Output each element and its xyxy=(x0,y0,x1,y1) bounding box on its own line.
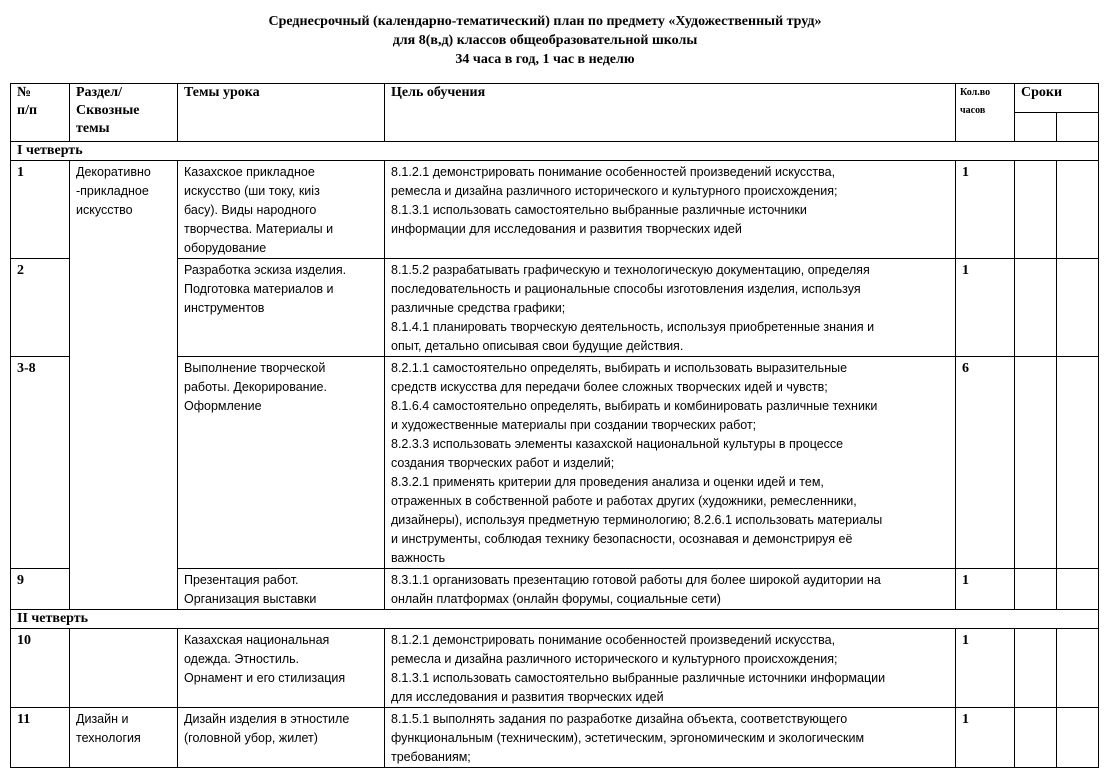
deadline-cell xyxy=(1057,161,1099,259)
quarter-row xyxy=(11,610,1099,629)
table-row xyxy=(11,629,1099,708)
heading-subtitle: для 8(в,д) классов общеобразовательной школы xyxy=(392,33,698,48)
header-goal: Цель обучения xyxy=(385,84,956,142)
header-section: Раздел/ Сквозные темы xyxy=(70,84,178,142)
deadline-cell xyxy=(1057,259,1099,357)
topic-cell: Презентация работ. Организация выставки xyxy=(178,569,385,610)
deadline-subcell xyxy=(1015,113,1057,142)
goal-cell: 8.1.2.1 демонстрировать понимание особенностей произведений искусства, ремесла и дизайна различного исторического и культурного происхождения; 8.1.3.1 использовать самостоятельно выбранные различные источники информации для исследования и развития творческих идей xyxy=(385,161,956,259)
row-number: 1 xyxy=(11,161,70,259)
topic-cell: Дизайн изделия в этностиле (головной убор, жилет) xyxy=(178,708,385,768)
topic-cell: Казахская национальная одежда. Этностиль. Орнамент и его стилизация xyxy=(178,629,385,708)
topic-cell: Разработка эскиза изделия. Подготовка материалов и инструментов xyxy=(178,259,385,357)
hours-cell: 1 xyxy=(956,629,1015,708)
hours-cell: 1 xyxy=(956,161,1015,259)
deadline-cell xyxy=(1057,569,1099,610)
goal-cell: 8.1.5.2 разрабатывать графическую и технологическую документацию, определяя последовательность и рациональные способы изготовления изделия, используя различные средства графики; 8.1.4.1 планировать творческую деятельность, используя приобретенные знания и опыт, детально описывая свои будущие действия. xyxy=(385,259,956,357)
row-number: 2 xyxy=(11,259,70,357)
row-number: 11 xyxy=(11,708,70,768)
section-cell xyxy=(70,629,178,708)
quarter-label: I четверть xyxy=(11,142,1099,161)
heading-hours: 34 часа в год, 1 час в неделю xyxy=(455,52,635,67)
deadline-cell xyxy=(1015,161,1057,259)
header-topics: Темы урока xyxy=(178,84,385,142)
goal-cell: 8.2.1.1 самостоятельно определять, выбирать и использовать выразительные средств искусства для передачи более сложных творческих идей и чувств; 8.1.6.4 самостоятельно определять, выбирать и комбинировать различные техники и художественные материалы при создании творческих работ; 8.2.3.3 использовать элементы казахской национальной культуры в процессе создания творческих работ и изделий; 8.3.2.1 применять критерии для проведения анализа и оценки идей и тем, отраженных в собственной работе и работах других (художники, ремесленники, дизайнеры), используя предметную терминологию; 8.2.6.1 использовать материалы и инструменты, соблюдая технику безопасности, осознавая и демонстрируя её важность xyxy=(385,357,956,569)
plan-table xyxy=(10,83,1099,768)
quarter-label: II четверть xyxy=(11,610,1099,629)
hours-cell: 1 xyxy=(956,259,1015,357)
table-row xyxy=(11,708,1099,768)
deadline-cell xyxy=(1015,708,1057,768)
document-heading xyxy=(0,12,1090,69)
deadline-subcell xyxy=(1057,113,1099,142)
deadline-cell xyxy=(1015,569,1057,610)
quarter-row xyxy=(11,142,1099,161)
header-hours: Кол.во часов xyxy=(956,84,1015,142)
table-header-row xyxy=(11,84,1099,113)
row-number: 3-8 xyxy=(11,357,70,569)
goal-cell: 8.3.1.1 организовать презентацию готовой работы для более широкой аудитории на онлайн платформах (онлайн форумы, социальные сети) xyxy=(385,569,956,610)
section-cell: Дизайн и технология xyxy=(70,708,178,768)
heading-title: Среднесрочный (календарно-тематический) план по предмету «Художественный труд» xyxy=(268,14,822,29)
deadline-cell xyxy=(1057,629,1099,708)
hours-cell: 1 xyxy=(956,569,1015,610)
deadline-cell xyxy=(1057,708,1099,768)
goal-cell: 8.1.5.1 выполнять задания по разработке дизайна объекта, соответствующего функциональным (техническим), эстетическим, эргономическим и экологическим требованиям; xyxy=(385,708,956,768)
topic-cell: Выполнение творческой работы. Декорирование. Оформление xyxy=(178,357,385,569)
header-num: № п/п xyxy=(11,84,70,142)
deadline-cell xyxy=(1015,357,1057,569)
hours-cell: 6 xyxy=(956,357,1015,569)
deadline-cell xyxy=(1015,259,1057,357)
hours-cell: 1 xyxy=(956,708,1015,768)
deadline-cell xyxy=(1057,357,1099,569)
section-cell: Декоративно -прикладное искусство xyxy=(70,161,178,610)
row-number: 9 xyxy=(11,569,70,610)
header-deadline: Сроки xyxy=(1015,84,1099,113)
goal-cell: 8.1.2.1 демонстрировать понимание особенностей произведений искусства, ремесла и дизайна различного исторического и культурного происхождения; 8.1.3.1 использовать самостоятельно выбранные различные источники информации для исследования и развития творческих идей xyxy=(385,629,956,708)
topic-cell: Казахское прикладное искусство (ши току, киіз басу). Виды народного творчества. Материалы и оборудование xyxy=(178,161,385,259)
row-number: 10 xyxy=(11,629,70,708)
table-row xyxy=(11,161,1099,259)
deadline-cell xyxy=(1015,629,1057,708)
